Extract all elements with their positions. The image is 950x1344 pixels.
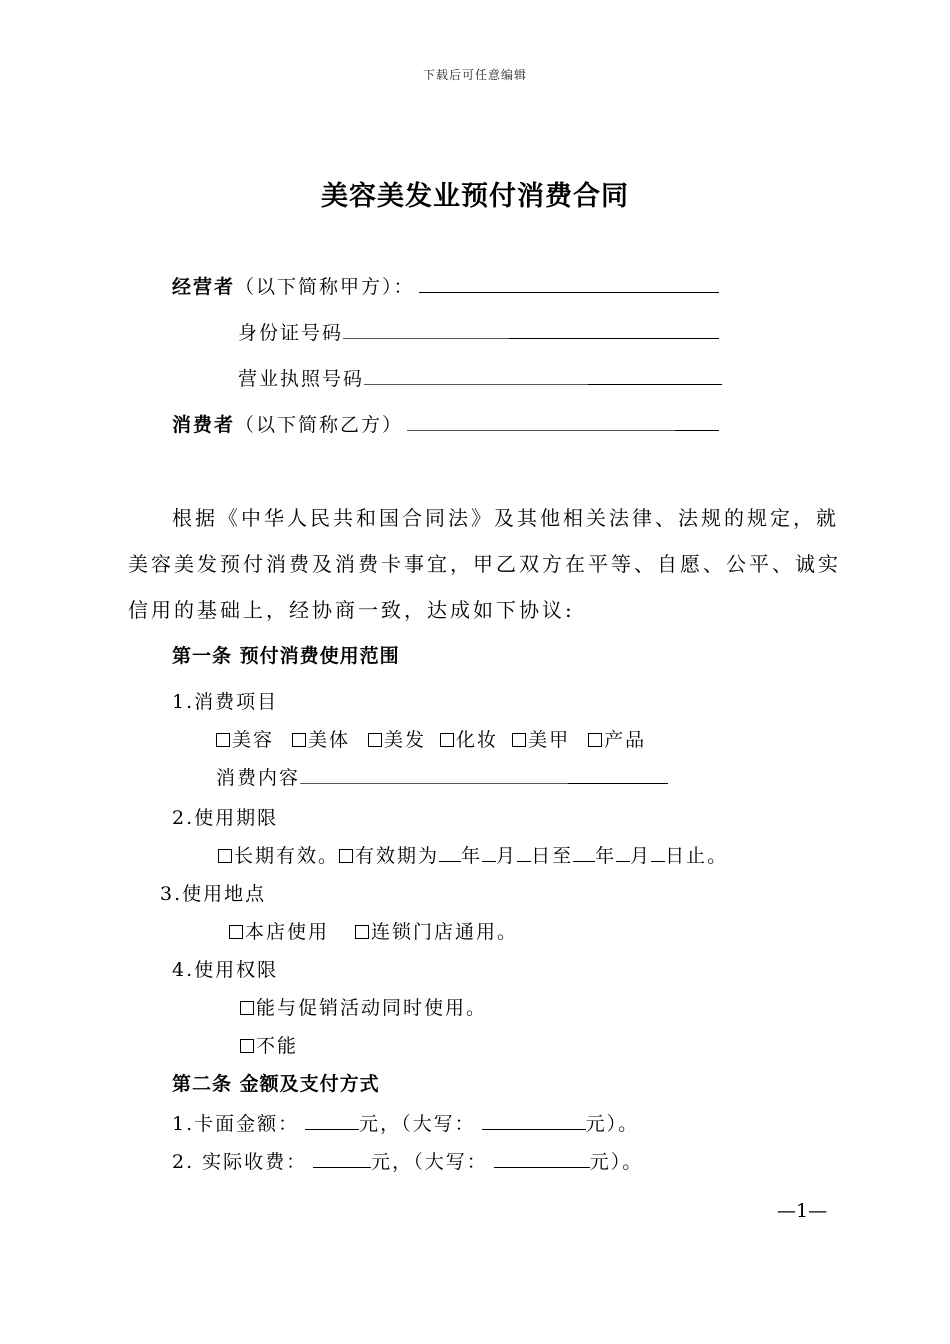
consumer-blank [675,429,719,431]
option-promo-no[interactable]: 不能 [240,1031,298,1058]
face-value-daxie-blank [482,1128,586,1130]
option-promo-yes[interactable]: 能与促销活动同时使用。 [240,993,487,1020]
option-beauty[interactable]: 美容 [216,729,274,751]
validity-line: 长期有效。 有效期为 年 月 日至 年 月 日止。 [218,841,728,868]
checkbox-icon[interactable] [588,733,602,747]
checkbox-icon[interactable] [368,733,382,747]
option-chain[interactable]: 连锁门店通用。 [355,921,518,943]
preamble-line-3: 信用的基础上，经协商一致，达成如下协议: [128,598,575,622]
option-store-only[interactable]: 本店使用 [229,921,329,943]
content-blank-thin [300,782,568,784]
checkbox-icon[interactable] [512,733,526,747]
operator-label: 经营者 [172,276,236,298]
license-blank [588,383,722,385]
consumption-options [216,725,646,752]
checkbox-icon[interactable] [339,849,353,863]
content-blank [568,782,668,784]
operator-line [172,272,719,299]
option-products[interactable]: 产品 [588,729,646,751]
end-month-blank [616,860,630,862]
license-line [238,364,722,391]
location-line [229,917,518,944]
option-body[interactable]: 美体 [292,729,350,751]
consumer-label: 消费者 [172,414,236,436]
license-blank-thin [364,383,588,385]
long-term-label: 长期有效。 [234,845,340,867]
end-year-blank [573,860,595,862]
page-number: —1— [777,1200,828,1222]
checkbox-icon[interactable] [240,1039,254,1053]
end-day-blank [651,860,665,862]
consumer-line [172,410,719,437]
checkbox-icon[interactable] [229,925,243,939]
license-label: 营业执照号码 [238,368,365,390]
checkbox-icon[interactable] [240,1001,254,1015]
validity-label: 有效期为 [355,845,440,867]
item2-label: 2.使用期限 [172,807,279,829]
checkbox-icon[interactable] [355,925,369,939]
content-label: 消费内容 [216,767,301,789]
content-line [216,763,668,790]
actual-charge-label: 2. 实际收费： [172,1151,308,1173]
start-day-blank [517,860,531,862]
start-month-blank [482,860,496,862]
id-blank [509,337,719,339]
item1-label: 1.消费项目 [172,691,279,713]
face-value-label: 1.卡面金额： [172,1113,300,1135]
preamble-line-1: 根据《中华人民共和国合同法》及其他相关法律、法规的规定，就 [172,506,839,530]
consumer-blank-thin [407,429,675,431]
checkbox-icon[interactable] [218,849,232,863]
document-title: 美容美发业预付消费合同 [321,181,629,212]
id-line [238,318,719,345]
checkbox-icon[interactable] [292,733,306,747]
operator-paren: （以下简称甲方）： [235,276,415,298]
article1-heading: 第一条 预付消费使用范围 [172,645,400,667]
option-nails[interactable]: 美甲 [512,729,570,751]
consumer-paren: （以下简称乙方） [235,414,404,436]
id-label: 身份证号码 [238,322,344,344]
article2-heading: 第二条 金额及支付方式 [172,1073,380,1095]
actual-charge-daxie-blank [494,1166,590,1168]
header-note: 下载后可任意编辑 [422,68,527,82]
preamble-line-2: 美容美发预付消费及消费卡事宜，甲乙双方在平等、自愿、公平、诚实 [128,552,841,576]
start-year-blank [439,860,461,862]
option-hair[interactable]: 美发 [368,729,426,751]
actual-charge-line: 2. 实际收费： 元，（大写： 元）。 [172,1151,644,1173]
checkbox-icon[interactable] [216,733,230,747]
actual-charge-blank [313,1166,371,1168]
id-blank-thin [343,337,509,339]
option-makeup[interactable]: 化妆 [440,729,498,751]
item3-label: 3.使用地点 [160,883,267,905]
checkbox-icon[interactable] [440,733,454,747]
operator-blank [419,291,719,293]
face-value-line: 1.卡面金额： 元，（大写： 元）。 [172,1113,640,1135]
item4-label: 4.使用权限 [172,959,279,981]
face-value-blank [305,1128,359,1130]
